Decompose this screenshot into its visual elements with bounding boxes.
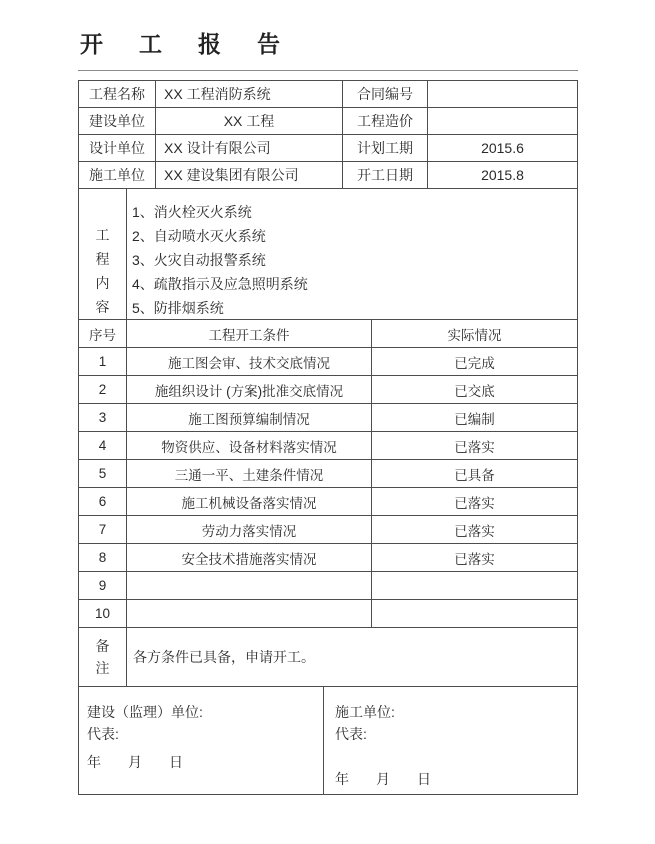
row-number: 2 (79, 376, 127, 403)
row-number: 6 (79, 488, 127, 515)
year-label: 年 (87, 754, 101, 770)
month-label: 月 (128, 754, 142, 770)
row-number: 3 (79, 404, 127, 431)
content-item: 1、消火栓灭火系统 (132, 204, 252, 220)
unit-label: 施工单位: (335, 704, 395, 720)
month-label: 月 (376, 771, 390, 787)
status-text: 已完成 (454, 355, 495, 371)
content-item: 3、火灾自动报警系统 (132, 252, 266, 268)
report-table (78, 80, 578, 795)
condition-row (79, 432, 577, 460)
day-label: 日 (169, 754, 183, 770)
row-number: 5 (79, 460, 127, 487)
remarks-section (79, 628, 577, 687)
content-item: 5、防排烟系统 (132, 300, 224, 316)
conditions-header-row (79, 320, 577, 348)
column-header-condition: 工程开工条件 (127, 320, 372, 347)
signature-block-contractor (324, 687, 577, 794)
unit-label: 建设（监理）单位: (87, 704, 203, 720)
info-label: 设计单位 (79, 135, 156, 161)
condition-text (127, 600, 372, 627)
info-label: 建设单位 (79, 108, 156, 134)
info-value: 2015.8 (481, 167, 524, 183)
info-label: 工程造价 (343, 108, 428, 134)
project-content-list (132, 200, 308, 320)
condition-row (79, 600, 577, 628)
condition-text: 施工图会审、技术交底情况 (127, 348, 372, 375)
info-value: 2015.6 (481, 140, 524, 156)
info-row-construction-unit (79, 108, 577, 135)
title-underline (78, 70, 578, 71)
info-label: 施工单位 (79, 162, 156, 188)
row-number: 9 (79, 572, 127, 599)
condition-row (79, 460, 577, 488)
condition-row (79, 488, 577, 516)
status-text: 已落实 (454, 495, 495, 511)
condition-text: 施组织设计 (方案)批准交底情况 (127, 376, 372, 403)
info-value: XX 建设集团有限公司 (156, 162, 343, 188)
status-text (372, 600, 577, 627)
info-value: XX 设计有限公司 (156, 135, 343, 161)
condition-text: 劳动力落实情况 (127, 516, 372, 543)
content-item: 2、自动喷水灭火系统 (132, 228, 266, 244)
condition-row (79, 376, 577, 404)
info-row-design-unit (79, 135, 577, 162)
condition-row (79, 544, 577, 572)
row-number: 1 (79, 348, 127, 375)
signature-block-owner (79, 687, 324, 794)
condition-text: 施工图预算编制情况 (127, 404, 372, 431)
year-label: 年 (335, 771, 349, 787)
info-value (428, 108, 577, 134)
row-number: 4 (79, 432, 127, 459)
content-item: 4、疏散指示及应急照明系统 (132, 276, 308, 292)
date-line (87, 752, 183, 772)
condition-text: 施工机械设备落实情况 (127, 488, 372, 515)
remarks-label: 备注 (95, 638, 110, 676)
info-value (428, 81, 577, 107)
condition-row (79, 404, 577, 432)
remarks-label-cell (79, 628, 127, 686)
info-label: 计划工期 (343, 135, 428, 161)
day-label: 日 (417, 771, 431, 787)
representative-label: 代表: (335, 726, 367, 742)
info-label: 合同编号 (343, 81, 428, 107)
condition-row (79, 516, 577, 544)
condition-text (127, 572, 372, 599)
condition-text: 三通一平、土建条件情况 (127, 460, 372, 487)
info-label: 工程名称 (79, 81, 156, 107)
status-text: 已具备 (454, 467, 495, 483)
column-header-no: 序号 (79, 320, 127, 347)
info-value: XX 工程消防系统 (156, 81, 343, 107)
info-label: 开工日期 (343, 162, 428, 188)
condition-text: 物资供应、设备材料落实情况 (127, 432, 372, 459)
status-text: 已编制 (454, 411, 495, 427)
project-content-body (127, 189, 577, 319)
column-header-status: 实际情况 (447, 327, 502, 343)
project-content-section (79, 189, 577, 320)
remarks-content: 各方条件已具备，申请开工。 (133, 649, 315, 665)
status-text (372, 572, 577, 599)
signature-section (79, 687, 577, 794)
status-text: 已交底 (454, 383, 495, 399)
status-text: 已落实 (454, 551, 495, 567)
row-number: 7 (79, 516, 127, 543)
project-content-label: 工程内容 (95, 227, 110, 315)
status-text: 已落实 (454, 523, 495, 539)
project-content-label-cell (79, 189, 127, 319)
page-title: 开工报告 (80, 31, 316, 57)
condition-text: 安全技术措施落实情况 (127, 544, 372, 571)
representative-label: 代表: (87, 726, 119, 742)
row-number: 10 (79, 600, 127, 627)
info-row-project-name (79, 81, 577, 108)
info-row-contractor-unit (79, 162, 577, 189)
condition-row (79, 348, 577, 376)
info-value: XX 工程 (156, 108, 343, 134)
condition-row (79, 572, 577, 600)
date-line (335, 769, 431, 789)
row-number: 8 (79, 544, 127, 571)
status-text: 已落实 (454, 439, 495, 455)
